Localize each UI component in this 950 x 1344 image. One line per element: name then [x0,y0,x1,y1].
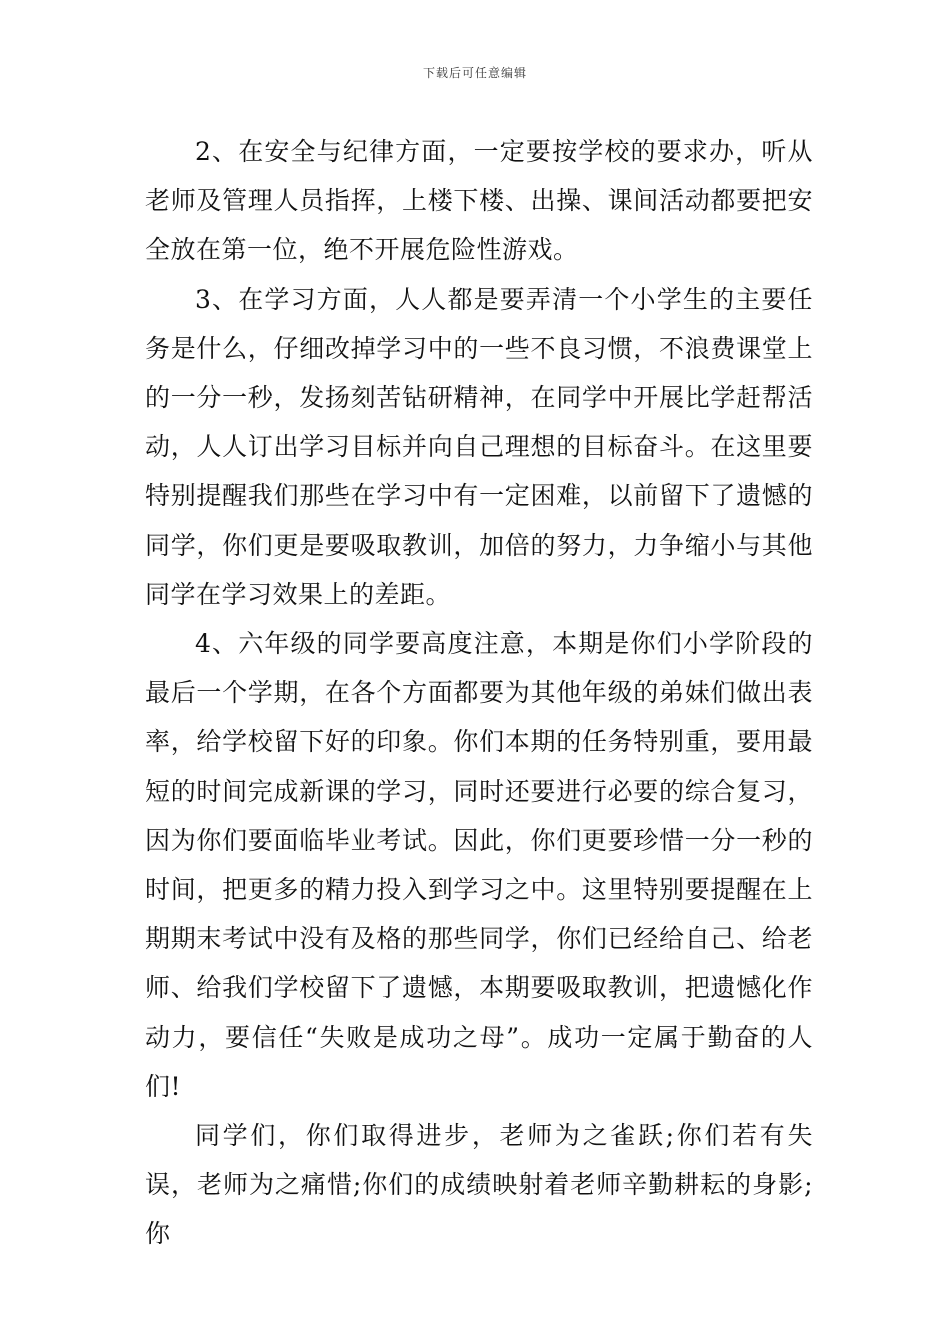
paragraph-students: 同学们，你们取得进步，老师为之雀跃;你们若有失误，老师为之痛惜;你们的成绩映射着老师辛勤耕耘的身影;你 [145,1121,813,1249]
paragraph-grade-six: 4、六年级的同学要高度注意，本期是你们小学阶段的最后一个学期，在各个方面都要为其他年级的弟妹们做出表率，给学校留下好的印象。你们本期的任务特别重，要用最短的时间完成新课的学习，同时还要进行必要的综合复习，因为你们要面临毕业考试。因此，你们更要珍惜一分一秒的时间，把更多的精力投入到学习之中。这里特别要提醒在上期期末考试中没有及格的那些同学，你们已经给自己、给老师、给我们学校留下了遗憾，本期要吸取教训，把遗憾化作动力，要信任“失败是成功之母”。成功一定属于勤奋的人们! [145,629,813,1101]
document-body [145,127,813,1259]
paragraph-safety: 2、在安全与纪律方面，一定要按学校的要求办，听从老师及管理人员指挥，上楼下楼、出操、课间活动都要把安全放在第一位，绝不开展危险性游戏。 [145,137,813,265]
page-header: 下载后可任意编辑 [422,66,527,80]
paragraph-study: 3、在学习方面，人人都是要弄清一个小学生的主要任务是什么，仔细改掉学习中的一些不良习惯，不浪费课堂上的一分一秒，发扬刻苦钻研精神，在同学中开展比学赶帮活动，人人订出学习目标并向自己理想的目标奋斗。在这里要特别提醒我们那些在学习中有一定困难，以前留下了遗憾的同学，你们更是要吸取教训，加倍的努力，力争缩小与其他同学在学习效果上的差距。 [145,284,813,609]
